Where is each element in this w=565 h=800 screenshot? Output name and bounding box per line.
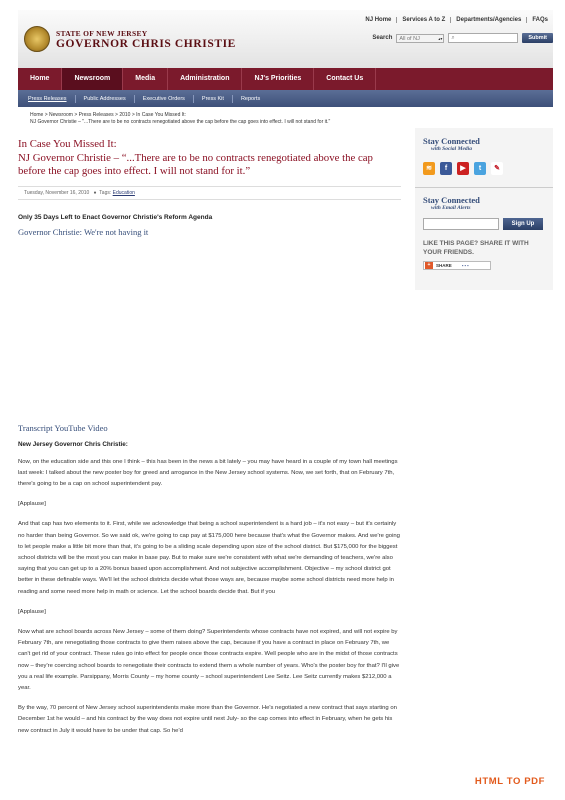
applause-note: [Applause]: [18, 608, 46, 615]
paragraph: Now what are school boards across New Jersey – some of them doing? Superintendents whose contracts have not expired, and will not expire by February 7th, are renegotiating those contracts to give them raises above the cap, because if you have a contract in place on February 7th, we can't get rid of your contract. These rules go into effect for people once those contracts expire. Well people who are in the midst of those contracts now – they're coercing school boards to renegotiate their contracts to extend them a whole number of years. Who's the poster boy for that? I'll give you a real life example. Parsippany, Morris County – my home county – school superintendent Lee Seitz. Lee Seitz currently makes $212,000 a year.: [18, 628, 400, 691]
sidebar-divider: [415, 187, 553, 188]
sidebar: [415, 128, 553, 290]
search-icon: ⌕: [451, 35, 455, 41]
youtube-icon[interactable]: ▶: [457, 162, 469, 175]
article-meta: Tuesday, November 16, 2010 ● Tags: Education: [18, 186, 401, 200]
share-button[interactable]: [423, 261, 491, 270]
nav-administration[interactable]: Administration: [168, 68, 242, 90]
twitter-icon[interactable]: t: [474, 162, 486, 175]
social-subheading: with Social Media: [431, 146, 472, 152]
nav-newsroom[interactable]: Newsroom: [62, 68, 123, 90]
brand-state-name[interactable]: STATE OF NEW JERSEY: [56, 29, 148, 38]
search-label: Search: [372, 35, 393, 41]
link-departments[interactable]: Departments/Agencies: [450, 17, 526, 23]
paragraph: Now, on the education side and this one I think – this has been in the news a bit lately – you may have heard in a couple of my town hall meetings last week: I talked about the new poster boy for greed and arrogance in the New Jersey school systems. Now, we set forth, that on February 7th, there's going to be a cap on school superintendent pay.: [18, 458, 398, 487]
paragraph: By the way, 70 percent of New Jersey school superintendents make more than the Governor. He's negotiated a new contract that says starting on December 1st he would – and his contract by the way does not expire until next July- so the cap comes into effect in February, when he gets his new contract in July it would have to be under that cap. So he'd: [18, 705, 397, 734]
flickr-icon[interactable]: ✎: [491, 162, 503, 175]
search-input[interactable]: [448, 33, 518, 43]
link-faqs[interactable]: FAQs: [526, 17, 553, 23]
social-heading: Stay Connected: [423, 136, 480, 146]
share-service-icons: ▪▪▪: [461, 263, 470, 268]
nav-priorities[interactable]: NJ's Priorities: [242, 68, 314, 90]
sub-nav: [18, 90, 553, 107]
main-nav: [18, 68, 553, 90]
nav-home[interactable]: Home: [18, 68, 62, 90]
search-bar: [372, 33, 553, 43]
state-seal-icon[interactable]: [24, 26, 50, 52]
speaker-label: New Jersey Governor Chris Christie:: [18, 440, 128, 448]
subnav-press-kit[interactable]: Press Kit: [193, 95, 232, 103]
subnav-executive-orders[interactable]: Executive Orders: [134, 95, 193, 103]
facebook-icon[interactable]: f: [440, 162, 452, 175]
search-submit-button[interactable]: Submit: [522, 33, 553, 43]
subnav-reports[interactable]: Reports: [232, 95, 268, 103]
article-date: Tuesday, November 16, 2010: [24, 189, 90, 196]
breadcrumb: [30, 112, 330, 126]
html-to-pdf-logo[interactable]: HTML TO PDF: [474, 776, 545, 787]
tags-label: Tags:: [99, 189, 112, 196]
title-line-1: In Case You Missed It:: [18, 138, 117, 150]
breadcrumb-current: NJ Governor Christie – "...There are to be no contracts renegotiated above the cap before the cap goes into effect. I will not stand for it.": [30, 119, 331, 125]
title-line-2: NJ Governor Christie – “...There are to be no contracts renegotiated above the cap before the cap goes into effect. I will not stand for it.”: [18, 151, 373, 177]
search-scope-select[interactable]: All of NJ ▴▾: [396, 34, 444, 43]
breadcrumb-trail[interactable]: Home > Newsroom > Press Releases > 2010 > In Case You Missed It:: [30, 112, 186, 118]
transcript-title: Transcript YouTube Video: [18, 422, 108, 433]
share-plus-icon: +: [425, 262, 433, 269]
social-icons: [423, 162, 545, 175]
link-nj-home[interactable]: NJ Home: [365, 17, 392, 23]
tag-link[interactable]: Education: [112, 189, 135, 196]
email-signup: [423, 218, 545, 230]
rss-icon[interactable]: ≋: [423, 162, 435, 175]
nav-contact[interactable]: Contact Us: [314, 68, 376, 90]
subnav-press-releases[interactable]: Press Releases: [28, 95, 67, 102]
email-field[interactable]: [423, 218, 499, 230]
article-subhead: Only 35 Days Left to Enact Governor Christie's Reform Agenda: [18, 213, 213, 221]
utility-links: [360, 17, 553, 23]
page-title: [18, 138, 401, 179]
video-title: Governor Christie: We're not having it: [18, 226, 149, 237]
brand-governor-name[interactable]: GOVERNOR CHRIS CHRISTIE: [56, 38, 236, 50]
applause-note: [Applause]: [18, 501, 46, 508]
signup-button[interactable]: Sign Up: [503, 218, 543, 230]
paragraph: And that cap has two elements to it. First, while we acknowledge that being a school superintendent is a hard job – it's not easy – but it's certainly no harder than being Governor. So we said ok, we're going to cap pay at $175,000 here because that's what the Governor makes. And we're going to let people make a little bit more than that, it's going to be a sliding scale depending upon size of the school district. But $175,000 for the biggest school districts will be the most you can make in base pay. But to make sure we're consistent with what we're demanding of teachers, we're also saying that you can get up to a 20% bonus based upon accomplishment. And not subjective accomplishment. Objective – my school district got better in these definable ways. We'll let the school districts decide what those ways are, because maybe some school districts need more help in reading and some need more help in math or science. Let the school boards decide that. But if you: [18, 521, 400, 595]
share-label: SHARE: [436, 263, 452, 268]
nav-media[interactable]: Media: [123, 68, 168, 90]
video-embed[interactable]: [18, 237, 401, 423]
email-heading: Stay Connected: [423, 195, 480, 205]
share-prompt: LIKE THIS PAGE? SHARE IT WITH YOUR FRIENDS.: [423, 240, 529, 256]
email-subheading: with Email Alerts: [431, 205, 471, 211]
subnav-public-addresses[interactable]: Public Addresses: [75, 95, 134, 103]
link-services[interactable]: Services A to Z: [396, 17, 450, 23]
article: [18, 138, 401, 737]
